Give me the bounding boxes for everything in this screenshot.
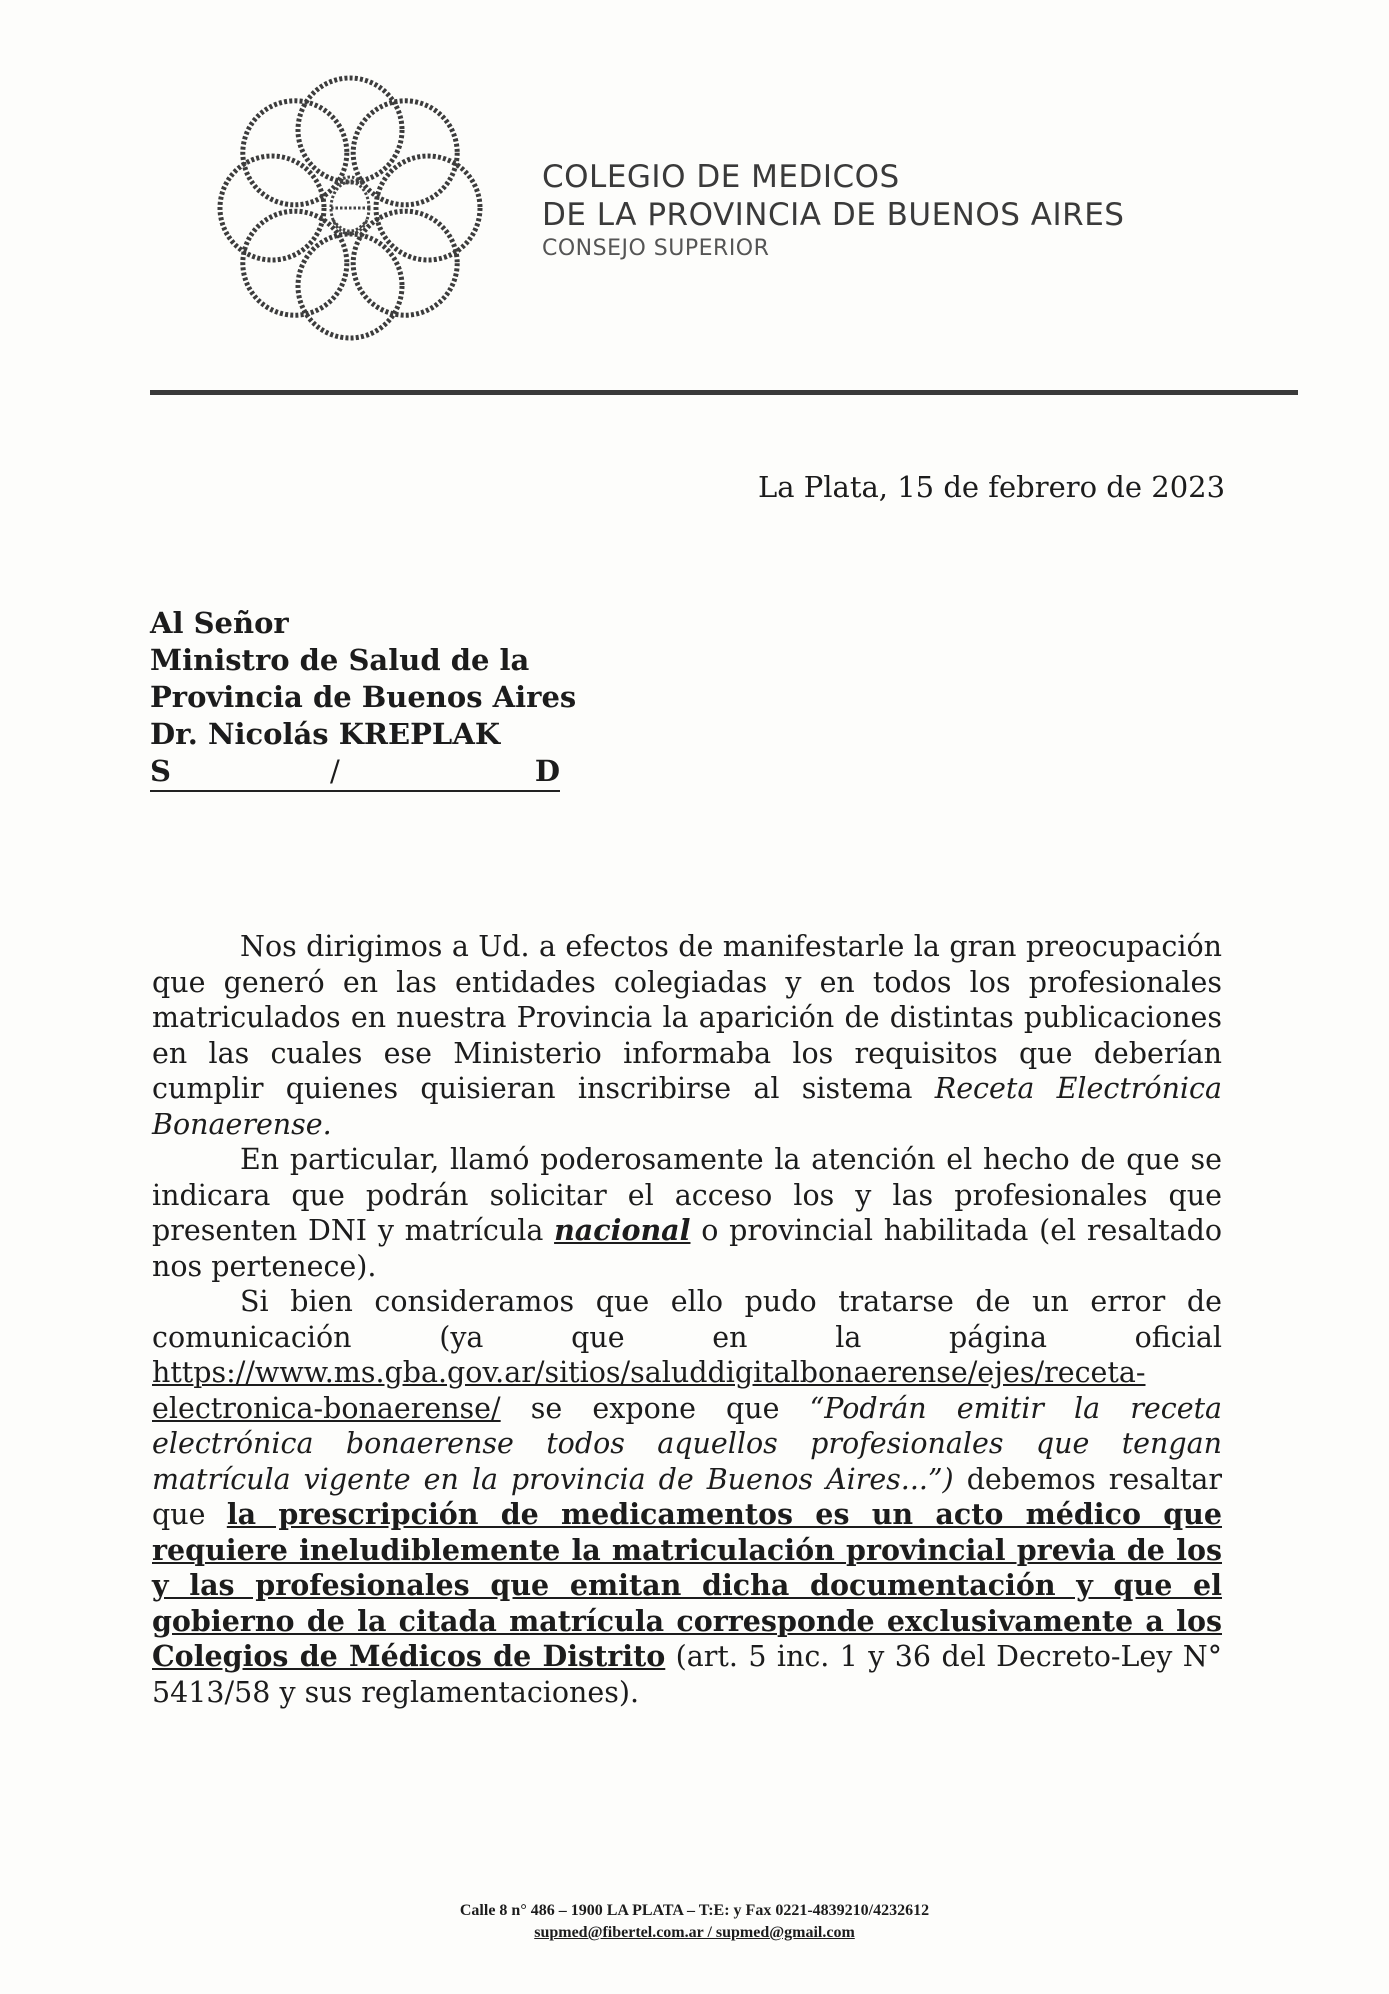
- org-line-3: CONSEJO SUPERIOR: [542, 236, 770, 261]
- footer-address: Calle 8 n° 486 – 1900 LA PLATA – T:E: y Fax 0221-4839210/4232612: [459, 1902, 930, 1919]
- p2-text-a: En particular, llamó poderosamente la atención el hecho de que se indicara que podrán solicitar el acceso los y las profesionales que presenten DNI y matrícula: [152, 1143, 1222, 1247]
- p3-text-b: se expone que: [530, 1391, 780, 1425]
- organization-name: [542, 158, 1124, 264]
- paragraph-2: [152, 1142, 1222, 1284]
- recipient-line-4: Dr. Nicolás KREPLAK: [150, 717, 501, 751]
- recipient-line-3: Provincia de Buenos Aires: [150, 680, 577, 714]
- p3-text-c: debemos resaltar que: [152, 1462, 1223, 1531]
- sd-s: S: [150, 754, 171, 788]
- paragraph-3: [152, 1284, 1222, 1710]
- p3-bold-statement: la prescripción de medicamentos es un acto médico que requiere ineludiblemente la matriculación provincial previa de los y las profesionales que emitan dicha documentación y que el gobierno de la citada matrícula corresponde exclusivamente a los Colegios de Médicos de Distrito: [152, 1497, 1222, 1673]
- recipient-line-1: Al Señor: [150, 606, 289, 640]
- p3-text-a: Si bien consideramos que ello pudo tratarse de un error de comunicación (ya que en la página oficial: [152, 1285, 1222, 1354]
- sd-line: [150, 753, 560, 792]
- flower-seal-icon: [195, 60, 505, 360]
- header-divider: [150, 390, 1298, 395]
- letter-date: La Plata, 15 de febrero de 2023: [758, 470, 1226, 504]
- recipient-line-2: Ministro de Salud de la: [150, 643, 530, 677]
- p2-text-b: o provincial habilitada (el resaltado nos pertenece).: [152, 1214, 1223, 1283]
- org-line-1: COLEGIO DE MEDICOS: [542, 159, 900, 195]
- p1-italic: Receta Electrónica Bonaerense.: [152, 1072, 1222, 1141]
- footer: [0, 1900, 1389, 1944]
- p3-quote: “Podrán emitir la receta electrónica bonaerense todos aquellos profesionales que tengan matrícula vigente en la provincia de Buenos Aires...”): [152, 1391, 1223, 1496]
- p2-highlight: nacional: [554, 1213, 691, 1247]
- recipient-block: [150, 605, 576, 792]
- sd-d: D: [534, 754, 560, 788]
- p1-text: Nos dirigimos a Ud. a efectos de manifestarle la gran preocupación que generó en las entidades colegiadas y en todos los profesionales matriculados en nuestra Provincia la aparición de distintas publicaciones en las cuales ese Ministerio informaba los requisitos que deberían cumplir quienes quisieran inscribirse al sistema: [152, 930, 1222, 1105]
- p3-text-d: (art. 5 inc. 1 y 36 del Decreto-Ley N° 5413/58 y sus reglamentaciones).: [152, 1640, 1222, 1709]
- paragraph-1: [152, 929, 1222, 1142]
- letter-body: [152, 929, 1222, 1710]
- ministry-link[interactable]: https://www.ms.gba.gov.ar/sitios/saluddigitalbonaerense/ejes/receta-electronica-bonaerense/: [152, 1356, 1146, 1425]
- footer-emails[interactable]: supmed@fibertel.com.ar / supmed@gmail.com: [534, 1924, 855, 1941]
- sd-slash: /: [330, 754, 340, 788]
- org-line-2: DE LA PROVINCIA DE BUENOS AIRES: [542, 197, 1125, 233]
